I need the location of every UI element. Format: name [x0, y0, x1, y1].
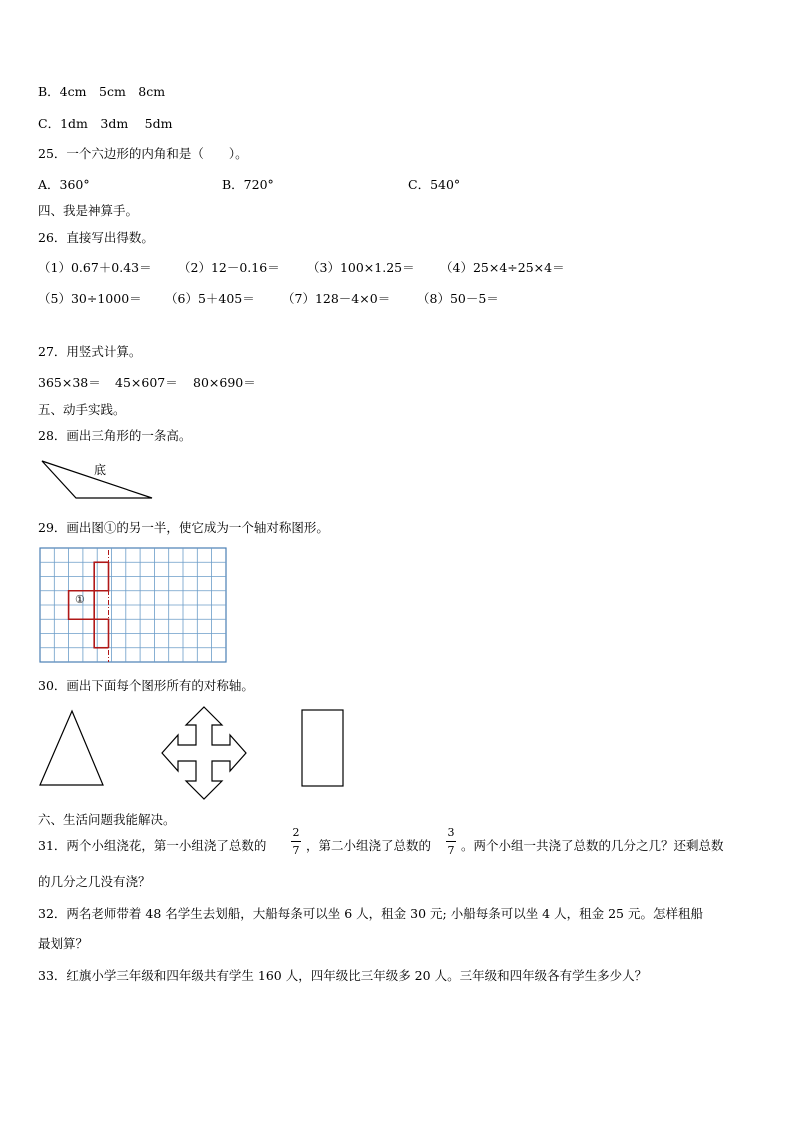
- q26-item-3: （3）100×1.25＝: [307, 260, 415, 275]
- option-c: C．1dm 3dm 5dm: [38, 116, 173, 131]
- q27-item-1: 365×38＝: [38, 375, 101, 390]
- q26-item-5: （5）30÷1000＝: [38, 291, 142, 306]
- q26-item-8: （8）50－5＝: [417, 291, 499, 306]
- q26-item-1: （1）0.67＋0.43＝: [38, 260, 152, 275]
- q32-line2: 最划算？: [38, 936, 89, 951]
- q27-item-2: 45×607＝: [115, 375, 178, 390]
- q27-stem: 27．用竖式计算。: [38, 344, 142, 359]
- q31-part1: 31．两个小组浇花，第一小组浇了总数的: [38, 838, 267, 853]
- section6-title: 六、生活问题我能解决。: [38, 812, 176, 827]
- q31-frac1-bar: [291, 841, 301, 842]
- q33-line1: 33．红旗小学三年级和四年级共有学生 160 人，四年级比三年级多 20 人。三年级和四年级各有学生多少人？: [38, 968, 648, 983]
- q26-stem: 26．直接写出得数。: [38, 230, 154, 245]
- q25-option-c: C．540°: [408, 177, 461, 192]
- q27-item-3: 80×690＝: [193, 375, 256, 390]
- q28-stem: 28．画出三角形的一条高。: [38, 428, 192, 443]
- q31-frac2-bar: [446, 841, 456, 842]
- q31-frac2-denominator: 7: [447, 844, 455, 857]
- q31-frac1-denominator: 7: [292, 844, 300, 857]
- q31-part3: 。两个小组一共浇了总数的几分之几？还剩总数: [461, 838, 724, 853]
- q26-item-6: （6）5＋405＝: [165, 291, 255, 306]
- q29-grid: [38, 546, 230, 666]
- q25-option-a: A．360°: [38, 177, 90, 192]
- section5-title: 五、动手实践。: [38, 402, 126, 417]
- q28-base-label: 底: [94, 463, 107, 477]
- q29-stem: 29．画出图①的另一半，使它成为一个轴对称图形。: [38, 520, 329, 535]
- q30-triangle: [38, 708, 106, 788]
- q30-rectangle: [300, 708, 346, 788]
- q32-line1: 32．两名老师带着 48 名学生去划船，大船每条可以坐 6 人，租金 30 元; 小船每条可以坐 4 人，租金 25 元。怎样租船: [38, 906, 703, 921]
- q29-figure-label: ①: [75, 593, 85, 606]
- q26-item-7: （7）128－4×0＝: [282, 291, 391, 306]
- q25-stem: 25．一个六边形的内角和是（ ）。: [38, 146, 248, 161]
- q30-stem: 30．画出下面每个图形所有的对称轴。: [38, 678, 254, 693]
- q31-frac2-numerator: 3: [447, 826, 455, 839]
- q31-frac1-numerator: 2: [292, 826, 300, 839]
- q25-option-b: B．720°: [222, 177, 274, 192]
- q31-part2: ，第二小组浇了总数的: [306, 838, 432, 853]
- option-b: B．4cm 5cm 8cm: [38, 84, 166, 99]
- q31-line2: 的几分之几没有浇？: [38, 874, 151, 889]
- section4-title: 四、我是神算手。: [38, 203, 139, 218]
- q26-item-4: （4）25×4÷25×4＝: [440, 260, 565, 275]
- q26-item-2: （2）12－0.16＝: [178, 260, 280, 275]
- q30-four-arrows: [160, 705, 248, 801]
